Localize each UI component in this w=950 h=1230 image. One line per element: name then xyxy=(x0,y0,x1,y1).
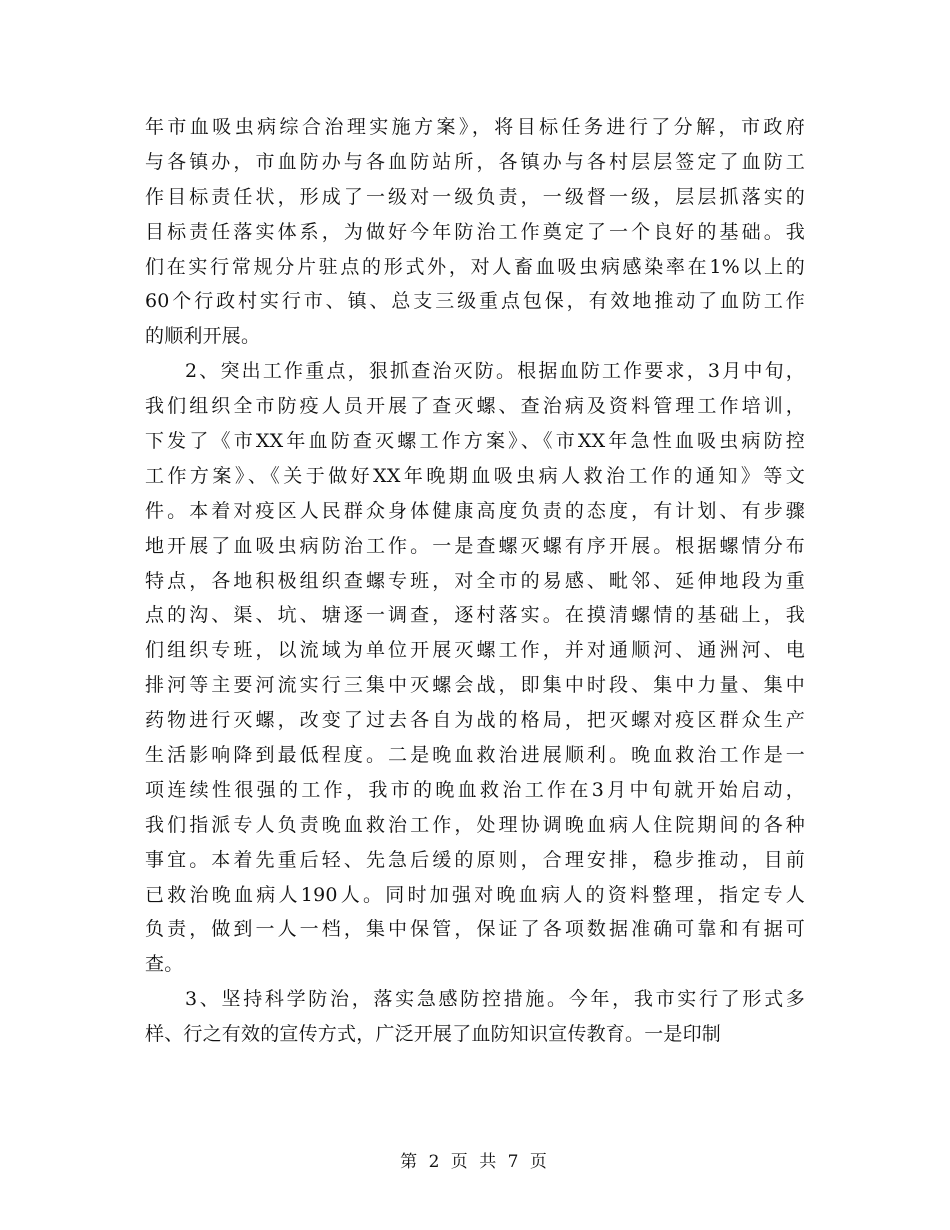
text-line: 生活影响降到最低程度。二是晚血救治进展顺利。晚血救治工作是一 xyxy=(145,744,805,767)
text-line: 下发了《市XX年血防查灭螺工作方案》、《市XX年急性血吸虫病防控 xyxy=(145,430,805,453)
text-line: 药物进行灭螺，改变了过去各自为战的格局，把灭螺对疫区群众生产 xyxy=(145,709,805,732)
text-line: 件。本着对疫区人民群众身体健康高度负责的态度，有计划、有步骤 xyxy=(145,499,805,522)
text-line: 已救治晚血病人190人。同时加强对晚血病人的资料整理，指定专人 xyxy=(145,883,805,906)
text-line: 工作方案》、《关于做好XX年晚期血吸虫病人救治工作的通知》等文 xyxy=(145,464,805,487)
text-line: 3、坚持科学防治，落实急感防控措施。今年，我市实行了形式多 xyxy=(185,988,805,1011)
text-line: 们在实行常规分片驻点的形式外，对人畜血吸虫病感染率在1%以上的 xyxy=(145,255,805,278)
text-line: 样、行之有效的宣传方式，广泛开展了血防知识宣传教育。一是印制 xyxy=(145,1023,722,1046)
document-body xyxy=(145,110,805,1052)
text-line: 我们指派专人负责晚血救治工作，处理协调晚血病人住院期间的各种 xyxy=(145,813,805,836)
text-line: 负责，做到一人一档，集中保管，保证了各项数据准确可靠和有据可 xyxy=(145,918,805,941)
text-line: 我们组织全市防疫人员开展了查灭螺、查治病及资料管理工作培训， xyxy=(145,395,805,418)
text-line: 项连续性很强的工作，我市的晚血救治工作在3月中旬就开始启动， xyxy=(145,778,805,801)
text-line: 特点，各地积极组织查螺专班，对全市的易感、毗邻、延伸地段为重 xyxy=(145,569,805,592)
text-line: 目标责任落实体系，为做好今年防治工作奠定了一个良好的基础。我 xyxy=(145,220,805,243)
text-line: 的顺利开展。 xyxy=(145,325,261,348)
text-line: 事宜。本着先重后轻、先急后缓的原则，合理安排，稳步推动，目前 xyxy=(145,848,805,871)
text-line: 2、突出工作重点，狠抓查治灭防。根据血防工作要求，3月中旬， xyxy=(185,360,805,383)
text-line: 60个行政村实行市、镇、总支三级重点包保，有效地推动了血防工作 xyxy=(145,290,805,313)
paragraph xyxy=(145,354,805,982)
page-footer: 第 2 页 共 7 页 xyxy=(400,1152,550,1172)
paragraph xyxy=(145,982,805,1052)
text-line: 点的沟、渠、坑、塘逐一调查，逐村落实。在摸清螺情的基础上，我 xyxy=(145,604,805,627)
text-line: 查。 xyxy=(145,953,184,976)
text-line: 排河等主要河流实行三集中灭螺会战，即集中时段、集中力量、集中 xyxy=(145,674,805,697)
text-line: 与各镇办，市血防办与各血防站所，各镇办与各村层层签定了血防工 xyxy=(145,150,805,173)
text-line: 们组织专班，以流域为单位开展灭螺工作，并对通顺河、通洲河、电 xyxy=(145,639,805,662)
paragraph xyxy=(145,110,805,354)
text-line: 年市血吸虫病综合治理实施方案》，将目标任务进行了分解，市政府 xyxy=(145,116,805,138)
text-line: 地开展了血吸虫病防治工作。一是查螺灭螺有序开展。根据螺情分布 xyxy=(145,534,805,557)
text-line: 作目标责任状，形成了一级对一级负责，一级督一级，层层抓落实的 xyxy=(145,185,805,208)
